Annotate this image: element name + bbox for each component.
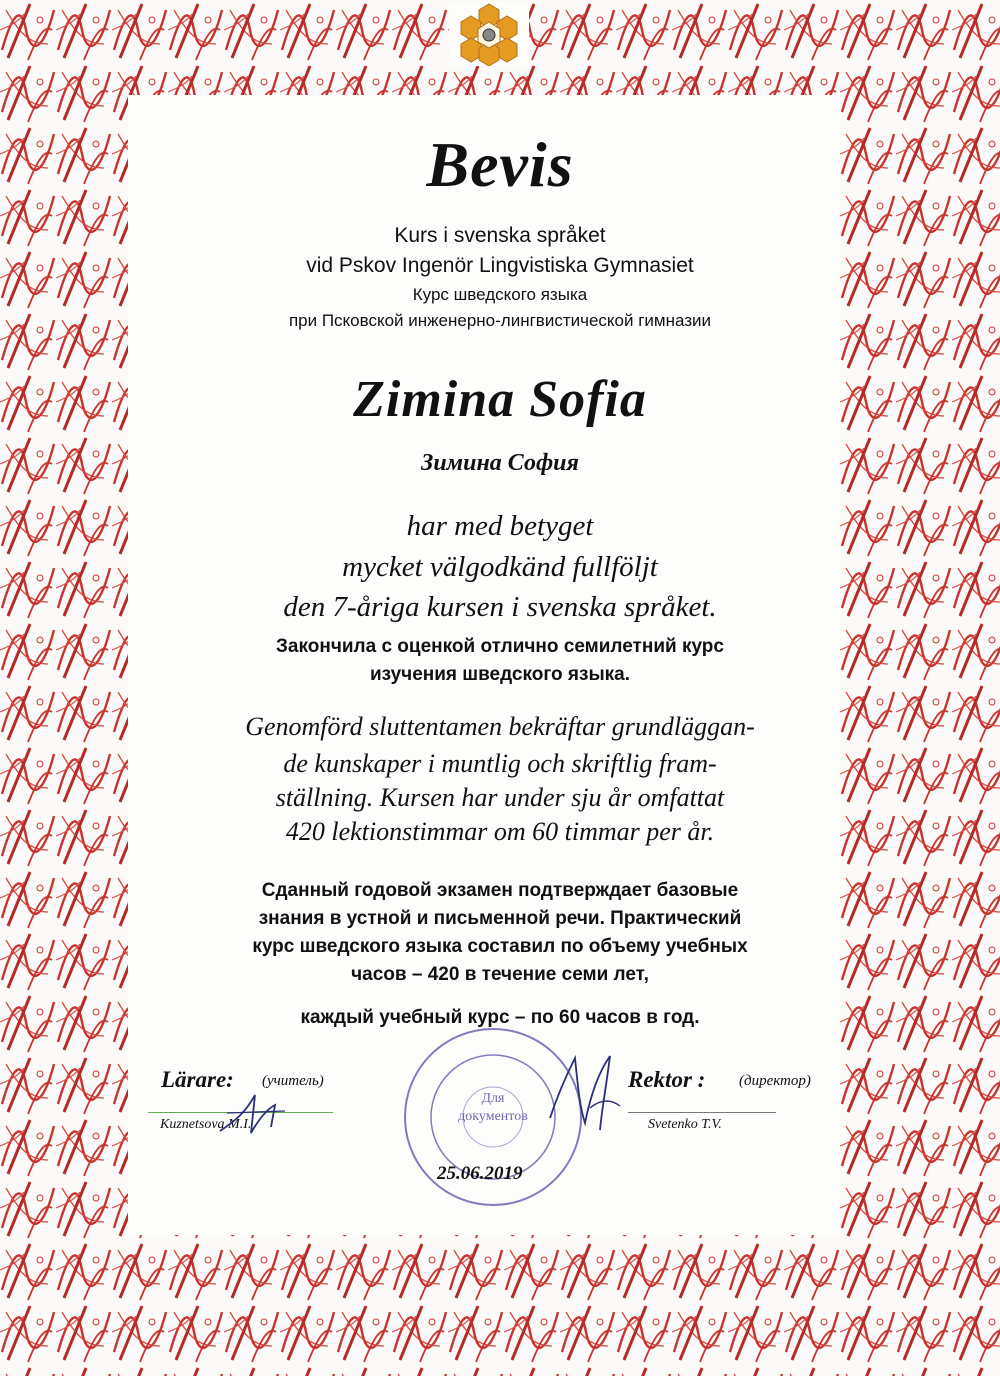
exam-ru-line: Сданный годовой экзамен подтверждает базовые	[261, 880, 739, 901]
statement-ru-line: Закончила с оценкой отлично семилетний курс	[276, 636, 724, 657]
teacher-name: Kuznetsova M.I.	[160, 1117, 252, 1132]
exam-ru-line: курс шведского языка составил по объему учебных	[252, 936, 748, 957]
exam-sv-line: 420 lektionstimmar om 60 timmar per år.	[285, 817, 715, 846]
exam-ru-line: знания в устной и письменной речи. Практический	[258, 908, 742, 929]
school-name-ru: при Псковской инженерно-лингвистической гимназии	[288, 311, 712, 330]
school-name-sv: vid Pskov Ingenör Lingvistiska Gymnasiet	[306, 254, 694, 277]
teacher-label: Lärare:	[161, 1067, 234, 1092]
statement-sv-line: den 7-åriga kursen i svenska språket.	[283, 591, 717, 623]
teacher-role: (учитель)	[262, 1073, 324, 1089]
course-title-ru: Курс шведского языка	[412, 285, 588, 304]
rector-name: Svetenko T.V.	[648, 1117, 722, 1132]
statement-ru-line: изучения шведского языка.	[369, 664, 631, 685]
stamp-text-top: Для	[481, 1091, 505, 1106]
statement-sv-line: mycket välgodkänd fullföljt	[342, 551, 658, 583]
exam-sv-line: ställning. Kursen har under sju år omfattat	[275, 783, 725, 812]
teacher-signature	[215, 1083, 295, 1143]
rector-signature-line	[628, 1112, 776, 1113]
exam-ru-line: каждый учебный курс – по 60 часов в год.	[300, 1007, 700, 1028]
rector-signature	[540, 1048, 630, 1138]
exam-sv-line: Genomförd sluttentamen bekräftar grundläggan-	[245, 712, 755, 741]
course-title-sv: Kurs i svenska språket	[394, 224, 606, 247]
certificate-title: Bevis	[426, 129, 574, 200]
student-name-ru: Зимина София	[421, 450, 579, 476]
stamp-text-bottom: документов	[458, 1109, 528, 1124]
student-name: Zimina Sofia	[353, 371, 647, 428]
school-logo	[449, 2, 529, 66]
exam-ru-line: часов – 420 в течение семи лет,	[351, 964, 649, 985]
exam-sv-line: de kunskaper i muntlig och skriftlig fram-	[283, 749, 717, 778]
rector-label: Rektor :	[628, 1067, 706, 1092]
rector-role: (директор)	[739, 1073, 811, 1089]
statement-sv-line: har med betyget	[406, 510, 594, 542]
issue-date: 25.06.2019	[437, 1163, 523, 1184]
